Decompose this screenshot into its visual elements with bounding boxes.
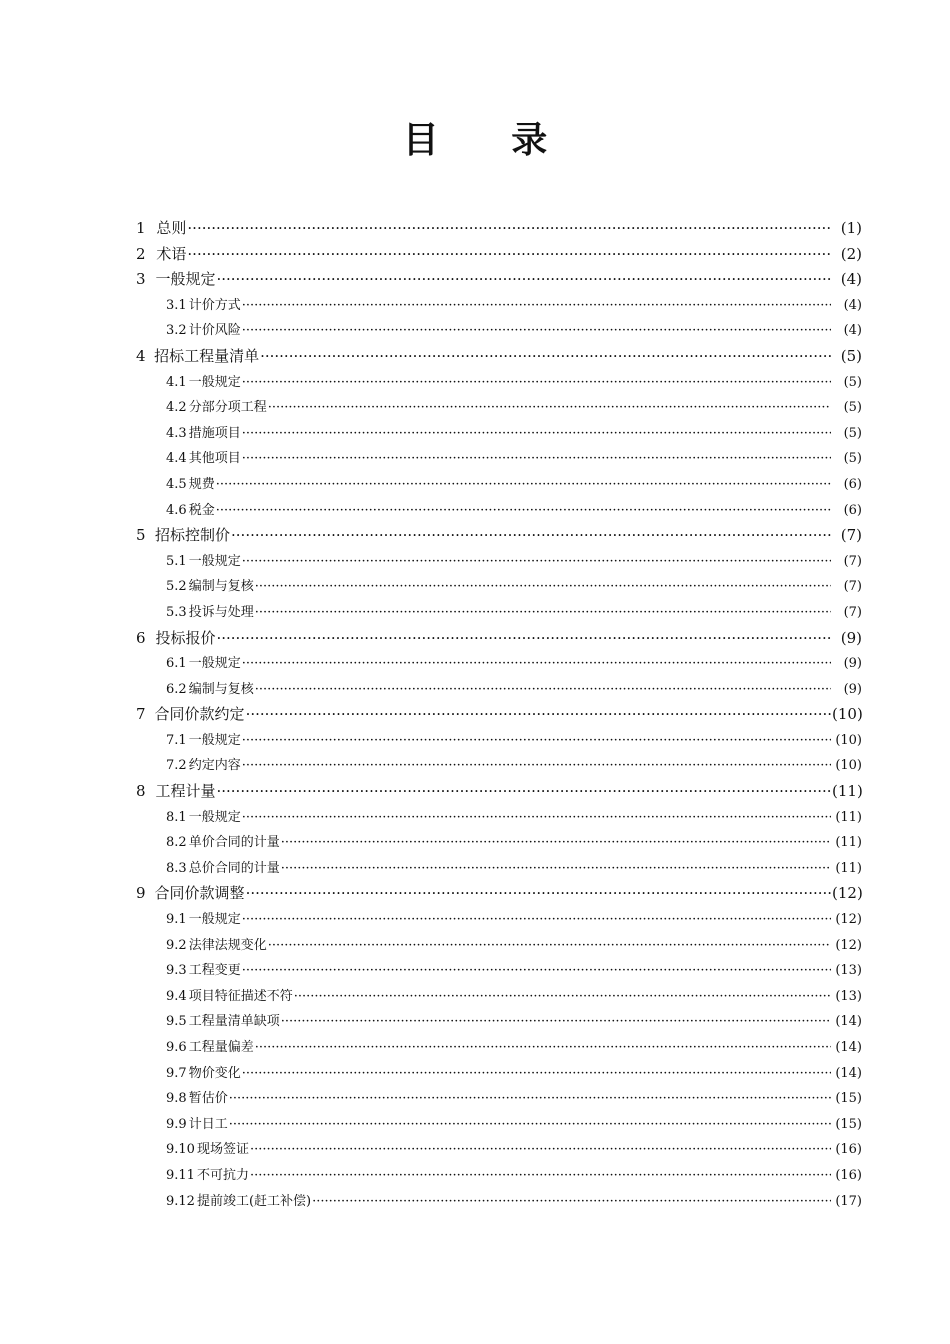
toc-entry-number: 4 (136, 346, 146, 365)
dot-leader (242, 907, 831, 933)
toc-entry-number: 7.2 (166, 758, 187, 774)
toc-entry-title: 规费 (188, 476, 215, 492)
dot-leader (216, 267, 831, 293)
dot-leader (229, 1112, 831, 1138)
toc-page-number: (15) (835, 1116, 862, 1132)
toc-page-number: (14) (835, 1014, 862, 1030)
toc-entry-title: 法律法规变化 (188, 937, 267, 953)
toc-page-number: (5) (843, 374, 862, 390)
toc-entry-title: 术语 (156, 244, 187, 263)
toc-page-number: (12) (832, 884, 863, 903)
dot-leader (268, 395, 831, 421)
toc-section-row[interactable] (132, 856, 862, 882)
toc-page-number: (9) (843, 681, 862, 697)
toc-section-row[interactable] (132, 318, 862, 344)
toc-section-row[interactable] (132, 421, 862, 447)
toc-entry-number: 9.12 (166, 1193, 195, 1209)
toc-page-number: (14) (835, 1040, 862, 1055)
toc-chapter-row[interactable] (132, 344, 862, 370)
toc-entry-title: 投诉与处理 (188, 604, 254, 620)
toc-entry-number: 8.1 (166, 809, 187, 825)
page-title: 目 录 (402, 119, 578, 161)
toc-page-number: (7) (843, 604, 862, 620)
dot-leader (229, 1086, 831, 1112)
toc-section-row[interactable] (132, 472, 862, 498)
dot-leader (255, 677, 831, 703)
toc-entry-number: 5.1 (166, 553, 187, 569)
toc-section-row[interactable] (132, 984, 862, 1010)
toc-section-row[interactable] (132, 958, 862, 984)
toc-entry-number: 9.9 (166, 1116, 187, 1132)
toc-entry-title: 一般规定 (188, 732, 241, 748)
toc-page-number: (7) (843, 579, 862, 595)
toc-page-number: (13) (835, 963, 862, 979)
toc-entry-number: 8.2 (166, 835, 187, 851)
toc-section-row[interactable] (132, 293, 862, 319)
toc-section-row[interactable] (132, 574, 862, 600)
toc-page-number: (12) (835, 937, 862, 953)
dot-leader (242, 446, 831, 472)
toc-page-number: (6) (843, 502, 862, 518)
toc-section-row[interactable] (132, 1189, 862, 1215)
toc-chapter-row[interactable] (132, 216, 862, 242)
toc-chapter-row[interactable] (132, 626, 862, 652)
toc-entry-number: 4.4 (166, 451, 187, 467)
toc-section-row[interactable] (132, 907, 862, 933)
toc-page-number: (7) (843, 553, 862, 569)
toc-entry-title: 项目特征描述不符 (188, 988, 293, 1004)
dot-leader (255, 1035, 831, 1061)
toc-entry-title: 一般规定 (188, 374, 241, 390)
toc-entry-number: 6.2 (166, 681, 187, 697)
dot-leader (242, 318, 831, 344)
toc-entry-title: 物价变化 (188, 1065, 241, 1081)
toc-entry-title: 总价合同的计量 (188, 860, 280, 876)
toc-page-number: (13) (835, 988, 862, 1004)
toc-page-number: (2) (840, 244, 862, 263)
toc-section-row[interactable] (132, 498, 862, 524)
toc-page-number: (4) (843, 323, 862, 339)
toc-page-number: (5) (843, 400, 862, 416)
toc-entry-number: 9.1 (166, 912, 187, 928)
dot-leader (294, 984, 831, 1010)
toc-page-number: (6) (843, 476, 862, 492)
dot-leader (242, 728, 831, 754)
toc-page-number: (12) (835, 912, 862, 928)
toc-entry-number: 6 (136, 628, 146, 647)
toc-page-number: (10) (835, 758, 862, 774)
toc-entry-title: 计日工 (188, 1116, 228, 1132)
dot-leader (216, 626, 831, 652)
dot-leader (242, 370, 831, 396)
dot-leader (246, 702, 831, 728)
toc-entry-number: 9.2 (166, 937, 187, 953)
toc-entry-title: 工程计量 (155, 782, 216, 801)
toc-entry-number: 3.2 (166, 323, 187, 339)
toc-entry-number: 9.3 (166, 963, 187, 979)
toc-entry-number: 9.11 (166, 1167, 195, 1183)
dot-leader (187, 242, 831, 268)
dot-leader (242, 651, 831, 677)
toc-chapter-row[interactable] (132, 702, 862, 728)
toc-page-number: (16) (835, 1142, 862, 1158)
toc-chapter-row[interactable] (132, 523, 862, 549)
toc-section-row[interactable] (132, 600, 862, 626)
toc-entry-title: 合同价款约定 (154, 705, 245, 724)
toc-entry-title: 投标报价 (155, 628, 216, 647)
toc-entry-title: 其他项目 (188, 451, 241, 467)
toc-chapter-row[interactable] (132, 779, 862, 805)
toc-chapter-row[interactable] (132, 881, 862, 907)
toc-entry-number: 4.1 (166, 374, 187, 390)
toc-entry-number: 3.1 (166, 297, 187, 313)
toc-section-row[interactable] (132, 1009, 862, 1035)
toc-section-row[interactable] (132, 1061, 862, 1087)
toc-entry-title: 提前竣工(赶工补偿) (196, 1193, 312, 1209)
dot-leader (255, 600, 831, 626)
dot-leader (216, 472, 831, 498)
toc-entry-title: 单价合同的计量 (188, 835, 280, 851)
dot-leader (242, 805, 831, 831)
dot-leader (187, 216, 831, 242)
dot-leader (312, 1189, 831, 1215)
toc-page-number: (11) (835, 860, 862, 876)
toc-entry-title: 编制与复核 (188, 681, 254, 697)
toc-section-row[interactable] (132, 933, 862, 959)
toc-entry-number: 3 (136, 270, 146, 289)
toc-page-number: (11) (835, 835, 862, 851)
toc-entry-number: 9.5 (166, 1014, 187, 1030)
toc-entry-number: 6.1 (166, 656, 187, 672)
toc-entry-number: 9.10 (166, 1142, 195, 1158)
toc-entry-title: 一般规定 (188, 809, 241, 825)
toc-page-number: (5) (843, 425, 862, 441)
toc-page-number: (9) (840, 628, 862, 647)
dot-leader (242, 753, 831, 779)
toc-entry-title: 约定内容 (188, 758, 241, 774)
toc-page-number: (9) (843, 656, 862, 672)
table-of-contents (132, 216, 862, 1214)
dot-leader (250, 1137, 831, 1163)
toc-entry-number: 7 (136, 705, 146, 724)
toc-page-number: (11) (835, 809, 862, 825)
toc-section-row[interactable] (132, 1163, 862, 1189)
toc-page-number: (4) (840, 270, 862, 289)
toc-section-row[interactable] (132, 395, 862, 421)
toc-entry-title: 一般规定 (188, 553, 241, 569)
toc-entry-title: 总则 (156, 219, 187, 237)
toc-section-row[interactable] (132, 370, 862, 396)
toc-entry-title: 分部分项工程 (188, 400, 267, 416)
toc-entry-number: 5.2 (166, 579, 187, 595)
toc-section-row[interactable] (132, 728, 862, 754)
toc-page-number: (11) (832, 782, 863, 801)
toc-section-row[interactable] (132, 446, 862, 472)
toc-entry-title: 暂估价 (188, 1091, 228, 1107)
toc-section-row[interactable] (132, 651, 862, 677)
dot-leader (216, 779, 831, 805)
dot-leader (242, 958, 831, 984)
toc-page-number: (14) (835, 1065, 862, 1081)
toc-entry-number: 5.3 (166, 604, 187, 620)
toc-page-number: (1) (840, 219, 862, 237)
toc-entry-title: 工程量偏差 (188, 1040, 254, 1055)
dot-leader (242, 1061, 831, 1087)
toc-page-number: (7) (840, 526, 862, 545)
toc-entry-number: 8.3 (166, 860, 187, 876)
toc-entry-title: 措施项目 (188, 425, 241, 441)
toc-page-number: (15) (835, 1091, 862, 1107)
toc-entry-title: 税金 (188, 502, 215, 518)
toc-entry-title: 招标工程量清单 (154, 346, 260, 365)
toc-chapter-row[interactable] (132, 242, 862, 268)
toc-entry-number: 4.6 (166, 502, 187, 518)
toc-entry-number: 9.8 (166, 1091, 187, 1107)
toc-entry-title: 合同价款调整 (154, 884, 245, 903)
toc-section-row[interactable] (132, 1035, 862, 1061)
toc-section-row[interactable] (132, 549, 862, 575)
dot-leader (242, 549, 831, 575)
toc-section-row[interactable] (132, 753, 862, 779)
toc-entry-title: 编制与复核 (188, 579, 254, 595)
toc-page-number: (17) (835, 1193, 862, 1209)
toc-entry-title: 计价方式 (188, 297, 241, 313)
toc-page-number: (10) (832, 705, 863, 724)
toc-page-number: (5) (843, 451, 862, 467)
dot-leader (242, 421, 831, 447)
toc-chapter-row[interactable] (132, 267, 862, 293)
dot-leader (260, 344, 831, 370)
toc-entry-title: 招标控制价 (155, 526, 231, 545)
toc-page-number: (5) (840, 346, 862, 365)
dot-leader (216, 498, 831, 524)
toc-entry-number: 9 (136, 884, 146, 903)
toc-section-row[interactable] (132, 1137, 862, 1163)
dot-leader (246, 881, 831, 907)
toc-entry-number: 4.2 (166, 400, 187, 416)
toc-section-row[interactable] (132, 805, 862, 831)
toc-entry-number: 2 (136, 244, 146, 263)
dot-leader (250, 1163, 831, 1189)
toc-section-row[interactable] (132, 1086, 862, 1112)
dot-leader (255, 574, 831, 600)
dot-leader (242, 293, 831, 319)
toc-entry-title: 工程量清单缺项 (188, 1014, 280, 1030)
toc-section-row[interactable] (132, 677, 862, 703)
toc-entry-title: 现场签证 (196, 1142, 249, 1158)
toc-entry-title: 计价风险 (188, 323, 241, 339)
dot-leader (268, 933, 831, 959)
toc-entry-title: 工程变更 (188, 963, 241, 979)
toc-entry-title: 一般规定 (155, 270, 216, 289)
toc-page-number: (10) (835, 732, 862, 748)
toc-entry-number: 9.6 (166, 1040, 187, 1055)
toc-entry-number: 4.3 (166, 425, 187, 441)
toc-section-row[interactable] (132, 830, 862, 856)
dot-leader (281, 830, 831, 856)
dot-leader (281, 856, 831, 882)
toc-entry-number: 9.4 (166, 988, 187, 1004)
dot-leader (281, 1009, 831, 1035)
toc-entry-number: 9.7 (166, 1065, 187, 1081)
toc-entry-number: 1 (136, 219, 146, 237)
toc-entry-title: 不可抗力 (196, 1167, 249, 1183)
toc-entry-number: 4.5 (166, 476, 187, 492)
toc-page-number: (4) (843, 297, 862, 313)
toc-section-row[interactable] (132, 1112, 862, 1138)
toc-entry-number: 7.1 (166, 732, 187, 748)
toc-entry-number: 5 (136, 526, 146, 545)
toc-page-number: (16) (835, 1167, 862, 1183)
toc-entry-title: 一般规定 (188, 656, 241, 672)
toc-entry-title: 一般规定 (188, 912, 241, 928)
dot-leader (231, 523, 831, 549)
toc-entry-number: 8 (136, 782, 146, 801)
